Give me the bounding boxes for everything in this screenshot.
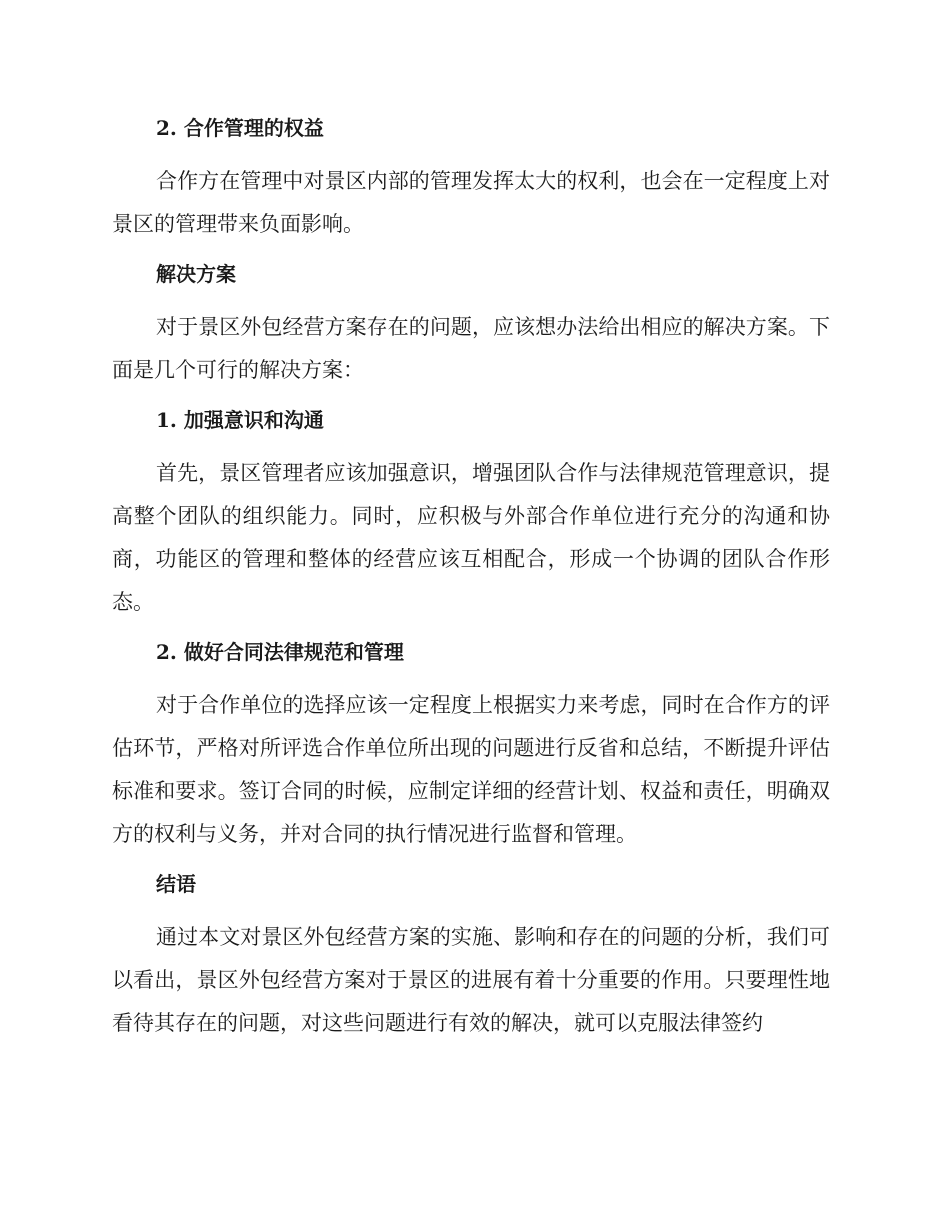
para-conclusion: 通过本文对景区外包经营方案的实施、影响和存在的问题的分析，我们可以看出，景区外包经营方案对于景区的进展有着十分重要的作用。只要理性地看待其存在的问题，对这些问题进行有效的解决，就可以克服法律签约: [112, 925, 830, 1035]
document-page: [112, 108, 830, 1053]
para-solutions-intro: 对于景区外包经营方案存在的问题，应该想办法给出相应的解决方案。下面是几个可行的解决方案：: [112, 315, 830, 382]
heading-conclusion: 结语: [156, 872, 196, 896]
para-contract-regulation: 对于合作单位的选择应该一定程度上根据实力来考虑，同时在合作方的评估环节，严格对所评选合作单位所出现的问题进行反省和总结，不断提升评估标准和要求。签订合同的时候，应制定详细的经营计划、权益和责任，明确双方的权利与义务，并对合同的执行情况进行监督和管理。: [112, 693, 830, 846]
para-cooperation-rights: 合作方在管理中对景区内部的管理发挥太大的权利，也会在一定程度上对景区的管理带来负面影响。: [112, 169, 830, 236]
heading-contract-regulation: 2. 做好合同法律规范和管理: [156, 640, 404, 664]
heading-awareness-communication: 1. 加强意识和沟通: [156, 408, 324, 432]
heading-solutions: 解决方案: [156, 262, 236, 286]
para-awareness-communication: 首先，景区管理者应该加强意识，增强团队合作与法律规范管理意识，提高整个团队的组织能力。同时，应积极与外部合作单位进行充分的沟通和协商，功能区的管理和整体的经营应该互相配合，形成一个协调的团队合作形态。: [112, 461, 830, 614]
heading-cooperation-rights: 2. 合作管理的权益: [156, 116, 324, 140]
